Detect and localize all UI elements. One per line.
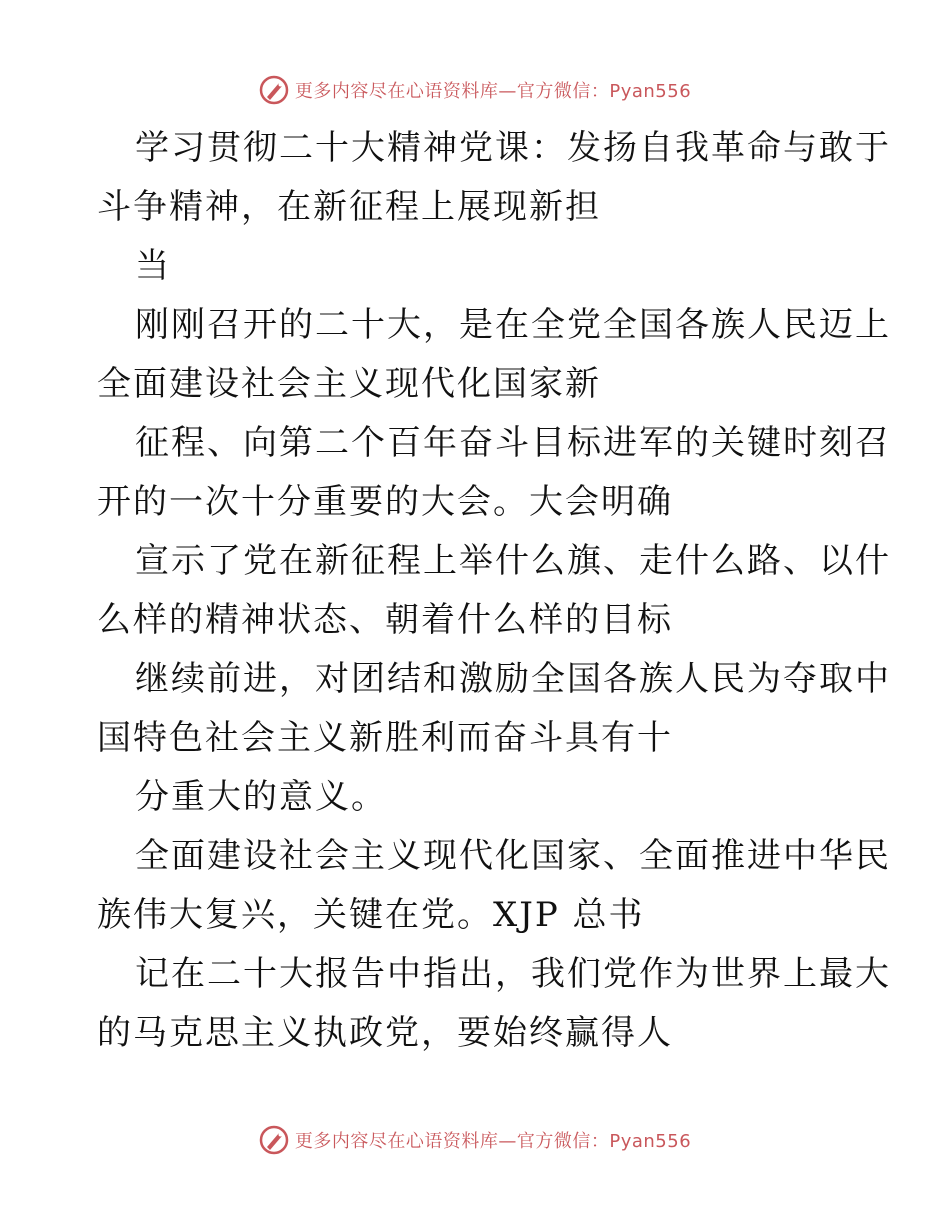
text-line: 宣示了党在新征程上举什么旗、走什么路、以什 bbox=[135, 541, 891, 581]
watermark-text: 更多内容尽在心语资料库—官方微信：Pyan556 bbox=[294, 81, 692, 102]
text-line: 征程、向第二个百年奋斗目标进军的关键时刻召 bbox=[135, 423, 891, 463]
text-line: 国特色社会主义新胜利而奋斗具有十 bbox=[97, 718, 673, 758]
pen-logo-icon bbox=[259, 1125, 289, 1155]
text-line: 开的一次十分重要的大会。大会明确 bbox=[97, 482, 673, 522]
text-line: 记在二十大报告中指出，我们党作为世界上最大 bbox=[135, 954, 891, 994]
footer-watermark bbox=[0, 1120, 950, 1160]
text-line: 分重大的意义。 bbox=[135, 777, 387, 817]
text-line: 全面建设社会主义现代化国家、全面推进中华民 bbox=[135, 836, 891, 876]
header-watermark bbox=[0, 70, 950, 110]
text-line: 族伟大复兴，关键在党。XJP 总书 bbox=[97, 895, 645, 935]
text-line: 刚刚召开的二十大，是在全党全国各族人民迈上 bbox=[135, 305, 891, 345]
watermark-text: 更多内容尽在心语资料库—官方微信：Pyan556 bbox=[294, 1131, 692, 1152]
text-line: 继续前进，对团结和激励全国各族人民为夺取中 bbox=[135, 659, 891, 699]
text-line: 斗争精神，在新征程上展现新担 bbox=[97, 187, 601, 227]
pen-logo-icon bbox=[259, 75, 289, 105]
text-line: 当 bbox=[135, 246, 171, 286]
text-line: 么样的精神状态、朝着什么样的目标 bbox=[97, 600, 673, 640]
text-line: 的马克思主义执政党，要始终赢得人 bbox=[97, 1013, 673, 1053]
text-line: 学习贯彻二十大精神党课：发扬自我革命与敢于 bbox=[135, 128, 891, 168]
text-line: 全面建设社会主义现代化国家新 bbox=[97, 364, 601, 404]
document-body bbox=[97, 119, 891, 1063]
